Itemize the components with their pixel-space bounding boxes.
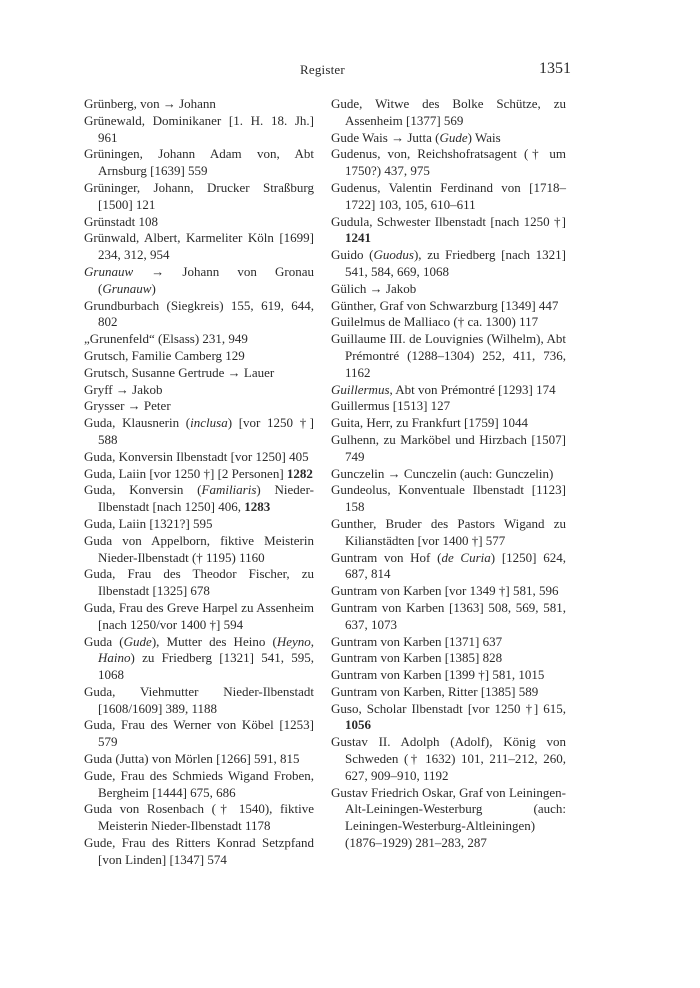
index-entry: Gude, Frau des Ritters Konrad Setzpfand [von Linden] [1347] 574 [84, 835, 314, 867]
index-entry: Grutsch, Susanne Gertrude → Lauer [84, 364, 275, 380]
index-entry: Guillermus, Abt von Prémontré [1293] 174 [331, 381, 556, 397]
index-entry: Gustav II. Adolph (Adolf), König von Schweden († 1632) 101, 211–212, 260, 627, 909–910, 1192 [331, 734, 566, 783]
index-entry: Guda, Frau des Theodor Fischer, zu Ilbenstadt [1325] 678 [84, 566, 314, 599]
index-column-right [331, 96, 566, 852]
index-column-left [84, 96, 314, 869]
index-entry: Grüninger, Johann, Drucker Straßburg [1500] 121 [84, 179, 314, 212]
index-entry: Guillermus [1513] 127 [331, 398, 451, 414]
index-entry: Grüningen, Johann Adam von, Abt Arnsburg [1639] 559 [84, 146, 314, 179]
index-entry: Gudenus, von, Reichshofratsagent († um 1750?) 437, 975 [331, 146, 566, 179]
index-entry: Grutsch, Familie Camberg 129 [84, 347, 245, 363]
index-entry: Gulhenn, zu Marköbel und Hirzbach [1507] 749 [331, 431, 566, 464]
index-entry: Guso, Scholar Ilbenstadt [vor 1250 †] 615, 1056 [331, 700, 566, 733]
index-entry: Guntram von Karben [1363] 508, 569, 581, 637, 1073 [331, 599, 566, 632]
index-entry: Guda, Klausnerin (inclusa) [vor 1250 †] 588 [84, 415, 314, 447]
index-entry: Guda, Frau des Greve Harpel zu Assenheim [nach 1250/vor 1400 †] 594 [84, 599, 314, 632]
index-entry: Guillaume III. de Louvignies (Wilhelm), Abt Prémontré (1288–1304) 252, 411, 736, 1162 [331, 331, 566, 380]
index-entry: Gude, Frau des Schmieds Wigand Froben, Bergheim [1444] 675, 686 [84, 767, 314, 800]
index-entry: Guda von Rosenbach († 1540), fiktive Meisterin Nieder-Ilbenstadt 1178 [84, 801, 314, 834]
index-entry: Gülich → Jakob [331, 280, 417, 296]
index-entry: Grünberg, von → Johann [84, 96, 216, 111]
index-entry: Guda, Laiin [1321?] 595 [84, 515, 213, 531]
index-entry: Günther, Graf von Schwarzburg [1349] 447 [331, 297, 559, 313]
index-entry: Gude Wais → Jutta (Gude) Wais [331, 129, 501, 145]
index-entry: Guntram von Hof (de Curia) [1250] 624, 687, 814 [331, 549, 566, 582]
index-entry: Grunauw → Johann von Gronau (Grunauw) [84, 263, 314, 296]
index-entry: Grünstadt 108 [84, 213, 159, 229]
index-entry: Grundburbach (Siegkreis) 155, 619, 644, 802 [84, 297, 314, 330]
index-entry: Gustav Friedrich Oskar, Graf von Leiningen-Alt-Leiningen-Westerburg (auch: Leiningen-Westerburg-Altleiningen) (1876–1929) 281–283, 287 [331, 784, 566, 851]
index-entry: „Grunenfeld“ (Elsass) 231, 949 [84, 331, 248, 347]
index-entry: Guda, Laiin [vor 1250 †] [2 Personen] 1282 [84, 465, 313, 481]
index-entry: Guilelmus de Malliaco († ca. 1300) 117 [331, 314, 539, 330]
index-entry: Guda (Jutta) von Mörlen [1266] 591, 815 [84, 751, 300, 767]
index-entry: Grysser → Peter [84, 398, 171, 414]
index-entry: Gude, Witwe des Bolke Schütze, zu Assenheim [1377] 569 [331, 96, 566, 128]
index-entry: Guda, Konversin Ilbenstadt [vor 1250] 405 [84, 448, 309, 464]
index-entry: Gunczelin → Cunczelin (auch: Gunczelin) [331, 465, 554, 481]
index-entry: Gudenus, Valentin Ferdinand von [1718–1722] 103, 105, 610–611 [331, 179, 566, 212]
index-entry: Guda von Appelborn, fiktive Meisterin Nieder-Ilbenstadt († 1195) 1160 [84, 532, 314, 565]
index-entry: Guntram von Karben [1371] 637 [331, 633, 503, 649]
index-entry: Guda (Gude), Mutter des Heino (Heyno, Haino) zu Friedberg [1321] 541, 595, 1068 [84, 633, 314, 683]
index-entry: Guntram von Karben [1399 †] 581, 1015 [331, 667, 545, 683]
running-head: Register [300, 62, 345, 77]
index-entry: Guntram von Karben, Ritter [1385] 589 [331, 683, 539, 699]
index-entry: Guntram von Karben [vor 1349 †] 581, 596 [331, 583, 559, 599]
index-entry: Grünwald, Albert, Karmeliter Köln [1699] 234, 312, 954 [84, 230, 314, 263]
index-entry: Gunther, Bruder des Pastors Wigand zu Kilianstädten [vor 1400 †] 577 [331, 515, 566, 548]
index-entry: Gundeolus, Konventuale Ilbenstadt [1123] 158 [331, 482, 566, 515]
index-entry: Guita, Herr, zu Frankfurt [1759] 1044 [331, 415, 528, 431]
index-entry: Guido (Guodus), zu Friedberg [nach 1321] 541, 584, 669, 1068 [331, 247, 566, 279]
index-entry: Guntram von Karben [1385] 828 [331, 650, 503, 666]
index-entry: Guda, Konversin (Familiaris) Nieder-Ilbenstadt [nach 1250] 406, 1283 [84, 482, 314, 515]
page-number: 1351 [539, 60, 571, 77]
index-entry: Guda, Frau des Werner von Köbel [1253] 579 [84, 717, 314, 750]
index-entry: Gudula, Schwester Ilbenstadt [nach 1250 †] 1241 [331, 213, 566, 246]
index-entry: Gryff → Jakob [84, 381, 163, 397]
index-entry: Grünewald, Dominikaner [1. H. 18. Jh.] 961 [84, 112, 314, 145]
index-entry: Guda, Viehmutter Nieder-Ilbenstadt [1608/1609] 389, 1188 [84, 683, 314, 716]
